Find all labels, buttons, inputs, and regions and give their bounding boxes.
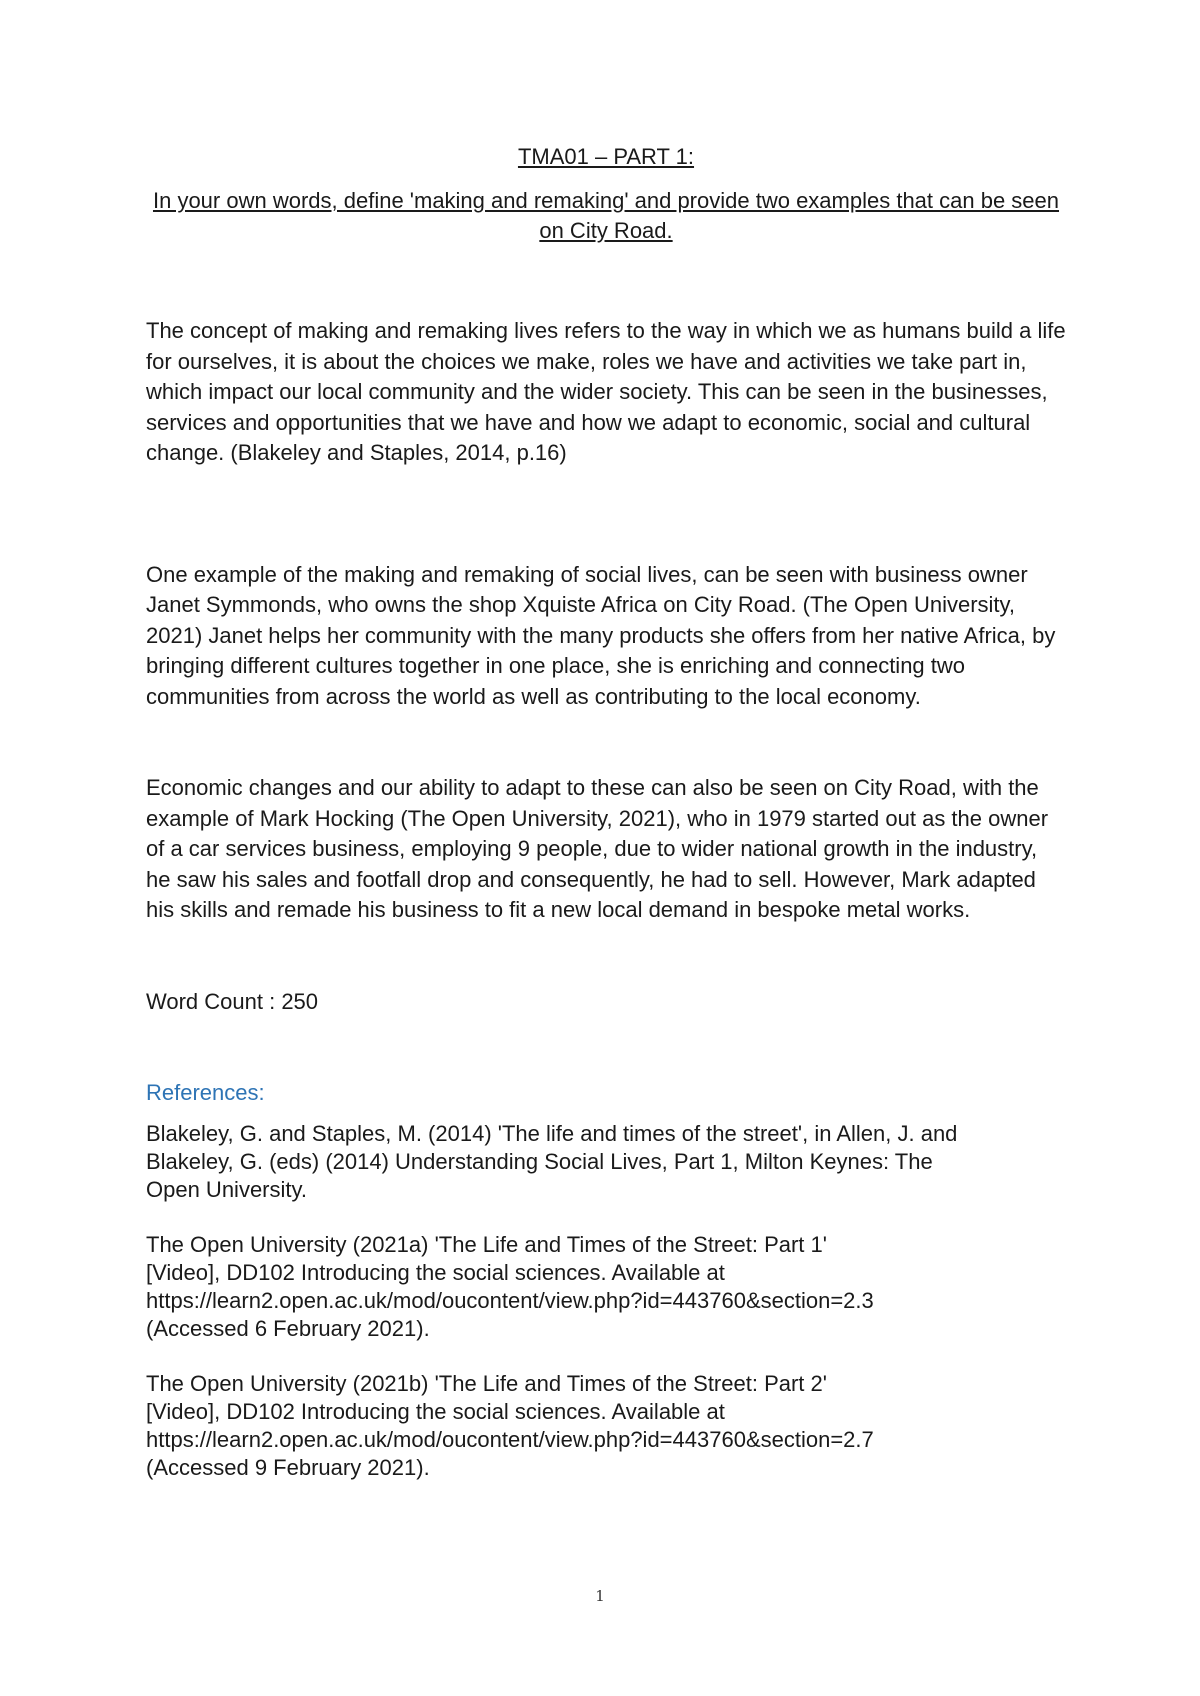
reference-line: (Accessed 6 February 2021). (146, 1315, 430, 1341)
reference-url: https://learn2.open.ac.uk/mod/oucontent/view.php?id=443760&section=2.3 (146, 1287, 874, 1313)
paragraph-definition: The concept of making and remaking lives refers to the way in which we as humans build a life for ourselves, it is about the choices we make, roles we have and activities we take part in, which impact our local community and the wider society. This can be seen in the businesses, services and opportunities that we have and how we adapt to economic, social and cultural change. (Blakeley and Staples, 2014, p.16) (146, 318, 1066, 465)
word-count: Word Count : 250 (146, 988, 319, 1014)
reference-line: Blakeley, G. and Staples, M. (2014) 'The life and times of the street', in Allen, J. and (146, 1120, 958, 1146)
reference-line: Blakeley, G. (eds) (2014) Understanding Social Lives, Part 1, Milton Keynes: The (146, 1148, 933, 1174)
reference-line: The Open University (2021a) 'The Life and Times of the Street: Part 1' (146, 1231, 827, 1257)
page-number: 1 (595, 1587, 605, 1605)
references-heading: References: (146, 1079, 265, 1105)
paragraph-example-one: One example of the making and remaking of social lives, can be seen with business owner Janet Symmonds, who owns the shop Xquiste Africa on City Road. (The Open University, 2021) Janet helps her community with the many products she offers from her native Africa, by bringing different cultures together in one place, she is enriching and connecting two communities from across the world as well as contributing to the local economy. (146, 561, 1056, 709)
paragraph-example-two: Economic changes and our ability to adapt to these can also be seen on City Road, with the example of Mark Hocking (The Open University, 2021), who in 1979 started out as the owner of a car services business, employing 9 people, due to wider national growth in the industry, he saw his sales and footfall drop and consequently, he had to sell. However, Mark adapted his skills and remade his business to fit a new local demand in bespoke metal works. (146, 775, 1049, 922)
reference-entry (146, 1120, 1066, 1204)
reference-line: Open University. (146, 1176, 307, 1202)
document-title: TMA01 – PART 1: (517, 144, 695, 169)
assignment-question: In your own words, define 'making and remaking' and provide two examples that can be seen on City Road. (152, 188, 1060, 243)
reference-line: The Open University (2021b) 'The Life and Times of the Street: Part 2' (146, 1370, 827, 1396)
reference-line: [Video], DD102 Introducing the social sciences. Available at (146, 1398, 725, 1424)
reference-entry (146, 1231, 1066, 1343)
reference-line: (Accessed 9 February 2021). (146, 1454, 430, 1480)
reference-entry (146, 1370, 1066, 1482)
reference-url: https://learn2.open.ac.uk/mod/oucontent/view.php?id=443760&section=2.7 (146, 1426, 874, 1452)
reference-line: [Video], DD102 Introducing the social sciences. Available at (146, 1259, 725, 1285)
document-body (146, 142, 1066, 1509)
